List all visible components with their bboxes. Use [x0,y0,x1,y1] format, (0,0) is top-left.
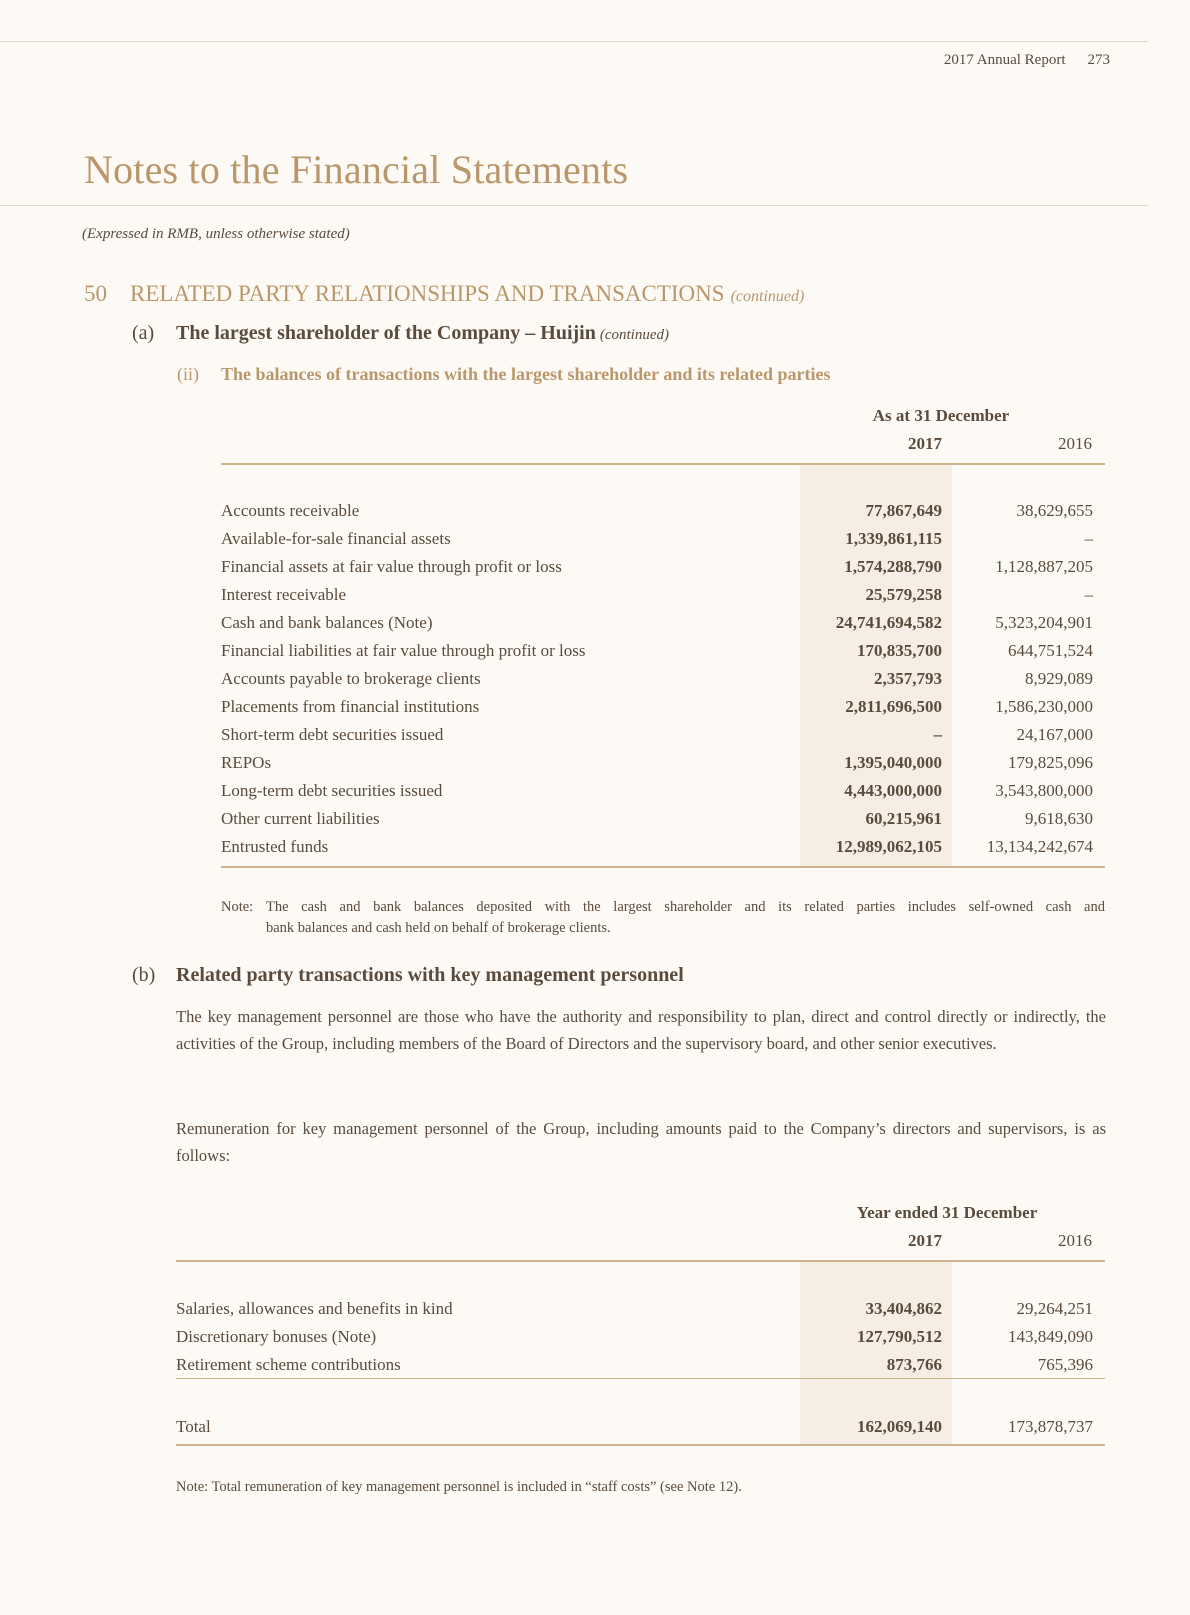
table2-body [176,1295,1105,1385]
subsection-b-heading [132,964,684,987]
note-line-2: bank balances and cash held on behalf of brokerage clients. [266,920,611,936]
table-row: Long-term debt securities issued 4,443,000,000 3,543,800,000 [221,781,1093,800]
table-row: Interest receivable 25,579,258 – [221,585,1093,604]
subsection-aii-label: (ii) [177,364,199,384]
total-2017: 162,069,140 [857,1417,942,1436]
page-title: Notes to the Financial Statements [84,147,629,192]
table1-col-2016: 2016 [1058,434,1092,453]
note-label: Note: [221,899,254,915]
table2-group-header: Year ended 31 December [856,1203,1038,1222]
table1-header-rule [221,463,1105,465]
section-number: 50 [84,281,107,306]
section-title: RELATED PARTY RELATIONSHIPS AND TRANSACTIONS [130,281,725,306]
subsection-aii-title: The balances of transactions with the largest shareholder and its related parties [221,364,831,384]
section-continued: (continued) [730,288,805,305]
note-line-1: The cash and bank balances deposited with the largest shareholder and its related parties includes self-owned cash and [266,899,1105,915]
subsection-a-heading [132,322,669,345]
table1-note [221,897,1105,939]
running-head [944,52,1110,69]
table-row: Financial assets at fair value through profit or loss 1,574,288,790 1,128,887,205 [221,557,1093,576]
table-row: Entrusted funds 12,989,062,105 13,134,242,674 [221,837,1093,856]
table-row: Retirement scheme contributions 873,766 765,396 [176,1355,1093,1374]
table-row: Financial liabilities at fair value through profit or loss 170,835,700 644,751,524 [221,641,1093,660]
table2-total-row [176,1413,1105,1440]
table-row: Placements from financial institutions 2,811,696,500 1,586,230,000 [221,697,1093,716]
total-2016: 173,878,737 [1008,1417,1093,1436]
page-number: 273 [1087,52,1110,68]
section-heading [84,281,804,307]
table1-col-2017: 2017 [908,434,942,453]
currency-note: (Expressed in RMB, unless otherwise stated) [82,226,350,242]
title-rule [0,205,1148,206]
table-row: Other current liabilities 60,215,961 9,618,630 [221,809,1093,828]
table-row: Cash and bank balances (Note) 24,741,694,582 5,323,204,901 [221,613,1093,632]
table2-col-2016: 2016 [1058,1231,1092,1250]
table2-subtotal-rule [176,1378,1105,1379]
subsection-b-label: (b) [132,964,156,986]
report-name: 2017 Annual Report [943,52,1066,68]
subsection-b-title: Related party transactions with key management personnel [176,964,684,986]
subsection-a-title: The largest shareholder of the Company – Huijin [176,322,596,344]
table-row: Short-term debt securities issued – 24,167,000 [221,725,1093,744]
table-row: Accounts payable to brokerage clients 2,357,793 8,929,089 [221,669,1093,688]
table2-note: Note: Total remuneration of key management personnel is included in “staff costs” (see Note 12). [176,1479,742,1495]
table2-bottom-rule [176,1444,1105,1446]
table-row: Salaries, allowances and benefits in kind 33,404,862 29,264,251 [176,1299,1093,1318]
table2-header-rule [176,1260,1105,1262]
top-rule [0,41,1148,42]
table1-body [221,497,1105,857]
table2-col-2017: 2017 [908,1231,942,1250]
table-row: Accounts receivable 77,867,649 38,629,655 [221,501,1093,520]
subsection-aii-heading [177,364,831,385]
table-row: Available-for-sale financial assets 1,339,861,115 – [221,529,1093,548]
subsection-a-label: (a) [132,322,155,344]
table-row: Discretionary bonuses (Note) 127,790,512 143,849,090 [176,1327,1093,1346]
table-row: REPOs 1,395,040,000 179,825,096 [221,753,1093,772]
key-management-paragraph: The key management personnel are those who have the authority and responsibility to plan, direct and control directly or indirectly, the activities of the Group, including members of the Board of Directors and the supervisory board, and other senior executives. [176,1007,1106,1053]
table1-group-header: As at 31 December [872,406,1010,425]
subsection-a-continued: (continued) [599,327,669,343]
remuneration-paragraph: Remuneration for key management personnel of the Group, including amounts paid to the Company’s directors and supervisors, is as follows: [176,1119,1106,1165]
table1-bottom-rule [221,866,1105,868]
total-label: Total [176,1417,211,1436]
